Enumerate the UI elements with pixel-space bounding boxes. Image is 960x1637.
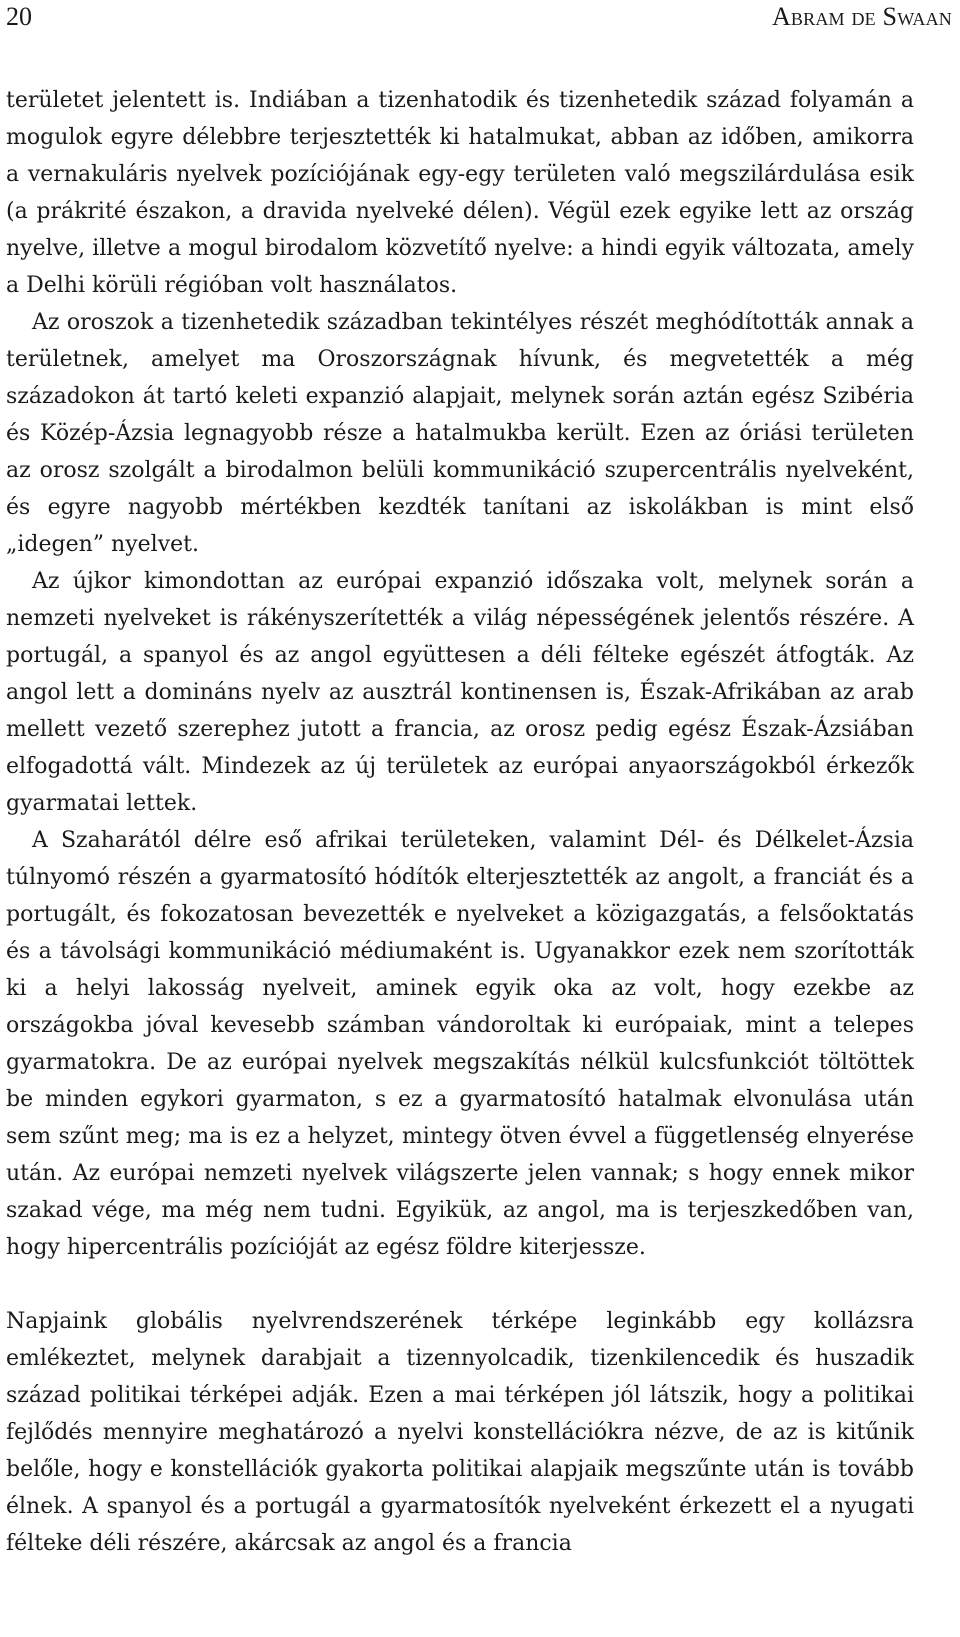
paragraph-colonial-languages: A Szaharától délre eső afrikai területeken, valamint Dél- és Délkelet-Ázsia túlnyomó részén a gyarmatosító hódítók elterjesztették az angolt, a franciát és a portugált, és fokozatosan bevezették e nyelveket a közigazgatás, a felsőoktatás és a távolsági kommunikáció médiumaként is. Ugyanakkor ezek nem szorították ki a helyi lakosság nyelveit, aminek egyik oka az volt, hogy ezekbe az országokba jóval kevesebb számban vándoroltak ki európaiak, mint a telepes gyarmatokra. De az európai nyelvek megszakítás nélkül kulcsfunkciót töltöttek be minden egykori gyarmaton, s ez a gyarmatosító hatalmak elvonulása után sem szűnt meg; ma is ez a helyzet, mintegy ötven évvel a függetlenség elnyerése után. Az európai nemzeti nyelvek világszerte jelen vannak; s hogy ennek mikor szakad vége, ma még nem tudni. Egyikük, az angol, ma is terjeszkedőben van, hogy hipercentrális pozícióját az egész földre kiterjessze. bbox=[6, 828, 914, 1260]
paragraph-european-expansion: Az újkor kimondottan az európai expanzió időszaka volt, melynek során a nemzeti nyelveket is rákényszerítették a világ népességének jelentős részére. A portugál, a spanyol és az angol együttesen a déli félteke egészét átfogták. Az angol lett a domináns nyelv az ausztrál kontinensen is, Észak-Afrikában az arab mellett vezető szerephez jutott a francia, az orosz pedig egész Észak-Ázsiában elfogadottá vált. Mindezek az új területek az európai anyaországokból érkezők gyarmatai lettek. bbox=[6, 569, 914, 816]
paragraph-global-language-map: Napjaink globális nyelvrendszerének térképe leginkább egy kollázsra emlékeztet, melynek darabjait a tizennyolcadik, tizenkilencedik és huszadik század politikai térképei adják. Ezen a mai térképen jól látszik, hogy a politikai fejlődés mennyire meghatározó a nyelvi konstellációkra nézve, de az is kitűnik belőle, hogy e konstellációk gyakorta politikai alapjaik megszűnte után is tovább élnek. A spanyol és a portugál a gyarmatosítók nyelveként érkezett el a nyugati félteke déli részére, akárcsak az angol és a francia bbox=[6, 1309, 914, 1556]
paragraph-india: területet jelentett is. Indiában a tizenhatodik és tizenhetedik század folyamán a mogulok egyre délebbre terjesztették ki hatalmukat, abban az időben, amikorra a vernakuláris nyelvek pozíciójának egy-egy területen való megszilárdulása esik (a prákrité északon, a dravida nyelveké délen). Végül ezek egyike lett az ország nyelve, illetve a mogul birodalom közvetítő nyelve: a hindi egyik változata, amely a Delhi körüli régióban volt használatos. bbox=[6, 88, 914, 298]
running-title: Abram de Swaan bbox=[771, 2, 952, 31]
page-number: 20 bbox=[6, 2, 32, 31]
paragraph-russia: Az oroszok a tizenhetedik században tekintélyes részét meghódították annak a területnek, amelyet ma Oroszországnak hívunk, és megvetették a még századokon át tartó keleti expanzió alapjait, melynek során aztán egész Szibéria és Közép-Ázsia legnagyobb része a hatalmukba került. Ezen az óriási területen az orosz szolgált a birodalmon belüli kommunikáció szupercentrális nyelveként, és egyre nagyobb mértékben kezdték tanítani az iskolákban is mint első „idegen” nyelvet. bbox=[6, 310, 914, 557]
running-head bbox=[0, 0, 960, 40]
body-text bbox=[6, 82, 914, 1562]
